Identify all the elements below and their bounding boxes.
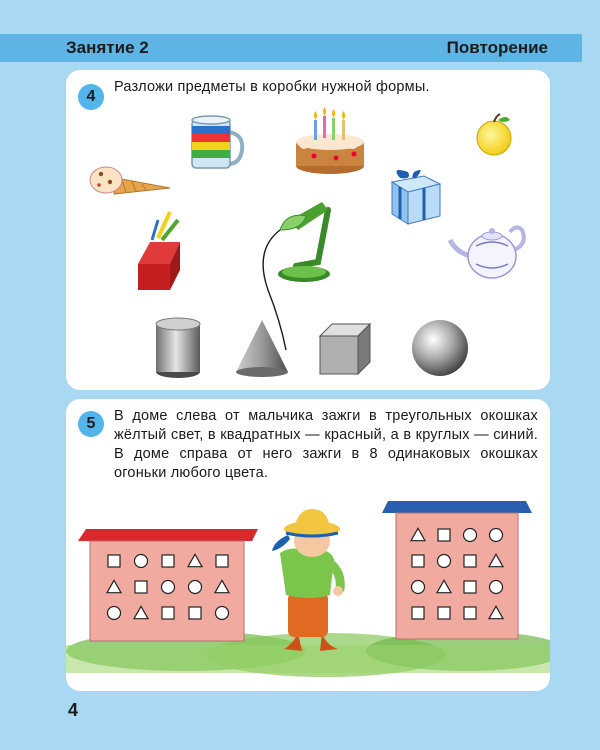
circle-window[interactable] bbox=[162, 581, 175, 594]
lesson-header bbox=[0, 34, 582, 62]
square-window[interactable] bbox=[162, 555, 174, 567]
circle-window[interactable] bbox=[464, 529, 477, 542]
square-window[interactable] bbox=[135, 581, 147, 593]
birthday-cake-icon[interactable] bbox=[296, 107, 364, 174]
task-5-card bbox=[66, 399, 550, 691]
left-house bbox=[78, 529, 258, 641]
square-window[interactable] bbox=[412, 607, 424, 619]
circle-window[interactable] bbox=[490, 529, 503, 542]
circle-window[interactable] bbox=[438, 555, 451, 568]
square-window[interactable] bbox=[108, 555, 120, 567]
square-window[interactable] bbox=[162, 607, 174, 619]
square-window[interactable] bbox=[464, 555, 476, 567]
task-4-instruction: Разложи предметы в коробки нужной формы. bbox=[114, 79, 430, 95]
gift-box-icon[interactable] bbox=[392, 170, 440, 224]
right-house bbox=[382, 501, 532, 639]
task-5-number: 5 bbox=[78, 411, 104, 437]
pencil-cup-icon[interactable] bbox=[138, 212, 180, 290]
desk-lamp-icon[interactable] bbox=[263, 202, 330, 350]
circle-window[interactable] bbox=[412, 581, 425, 594]
square-window[interactable] bbox=[438, 607, 450, 619]
task-5-illustration bbox=[66, 399, 550, 691]
boy-figure bbox=[272, 509, 343, 651]
teapot-icon[interactable] bbox=[450, 227, 524, 278]
circle-window[interactable] bbox=[189, 581, 202, 594]
circle-window[interactable] bbox=[108, 607, 121, 620]
square-window[interactable] bbox=[464, 607, 476, 619]
ice-cream-cone-icon[interactable] bbox=[90, 167, 170, 194]
cone-shape[interactable] bbox=[236, 320, 288, 377]
page-number: 4 bbox=[68, 700, 79, 720]
square-window[interactable] bbox=[464, 581, 476, 593]
cylinder-shape[interactable] bbox=[156, 318, 200, 378]
square-window[interactable] bbox=[189, 607, 201, 619]
square-window[interactable] bbox=[438, 529, 450, 541]
cube-shape[interactable] bbox=[320, 324, 370, 374]
square-window[interactable] bbox=[216, 555, 228, 567]
task-4-illustration bbox=[66, 70, 550, 390]
task-5-instruction: В доме слева от мальчика зажги в треугольных окошках жёлтый свет, в квадратных — красный, а в круглых — синий. В доме справа от него зажги в 8 одинаковых окошках огоньки любого цвета. bbox=[114, 408, 538, 481]
sphere-shape[interactable] bbox=[412, 320, 468, 376]
section-title: Повторение bbox=[446, 38, 548, 57]
lesson-title: Занятие 2 bbox=[66, 38, 149, 57]
square-window[interactable] bbox=[412, 555, 424, 567]
mug-icon[interactable] bbox=[192, 116, 242, 168]
circle-window[interactable] bbox=[216, 607, 229, 620]
apple-icon[interactable] bbox=[477, 114, 511, 155]
circle-window[interactable] bbox=[490, 581, 503, 594]
circle-window[interactable] bbox=[135, 555, 148, 568]
task-4-number: 4 bbox=[78, 84, 104, 110]
task-4-card bbox=[66, 70, 550, 390]
